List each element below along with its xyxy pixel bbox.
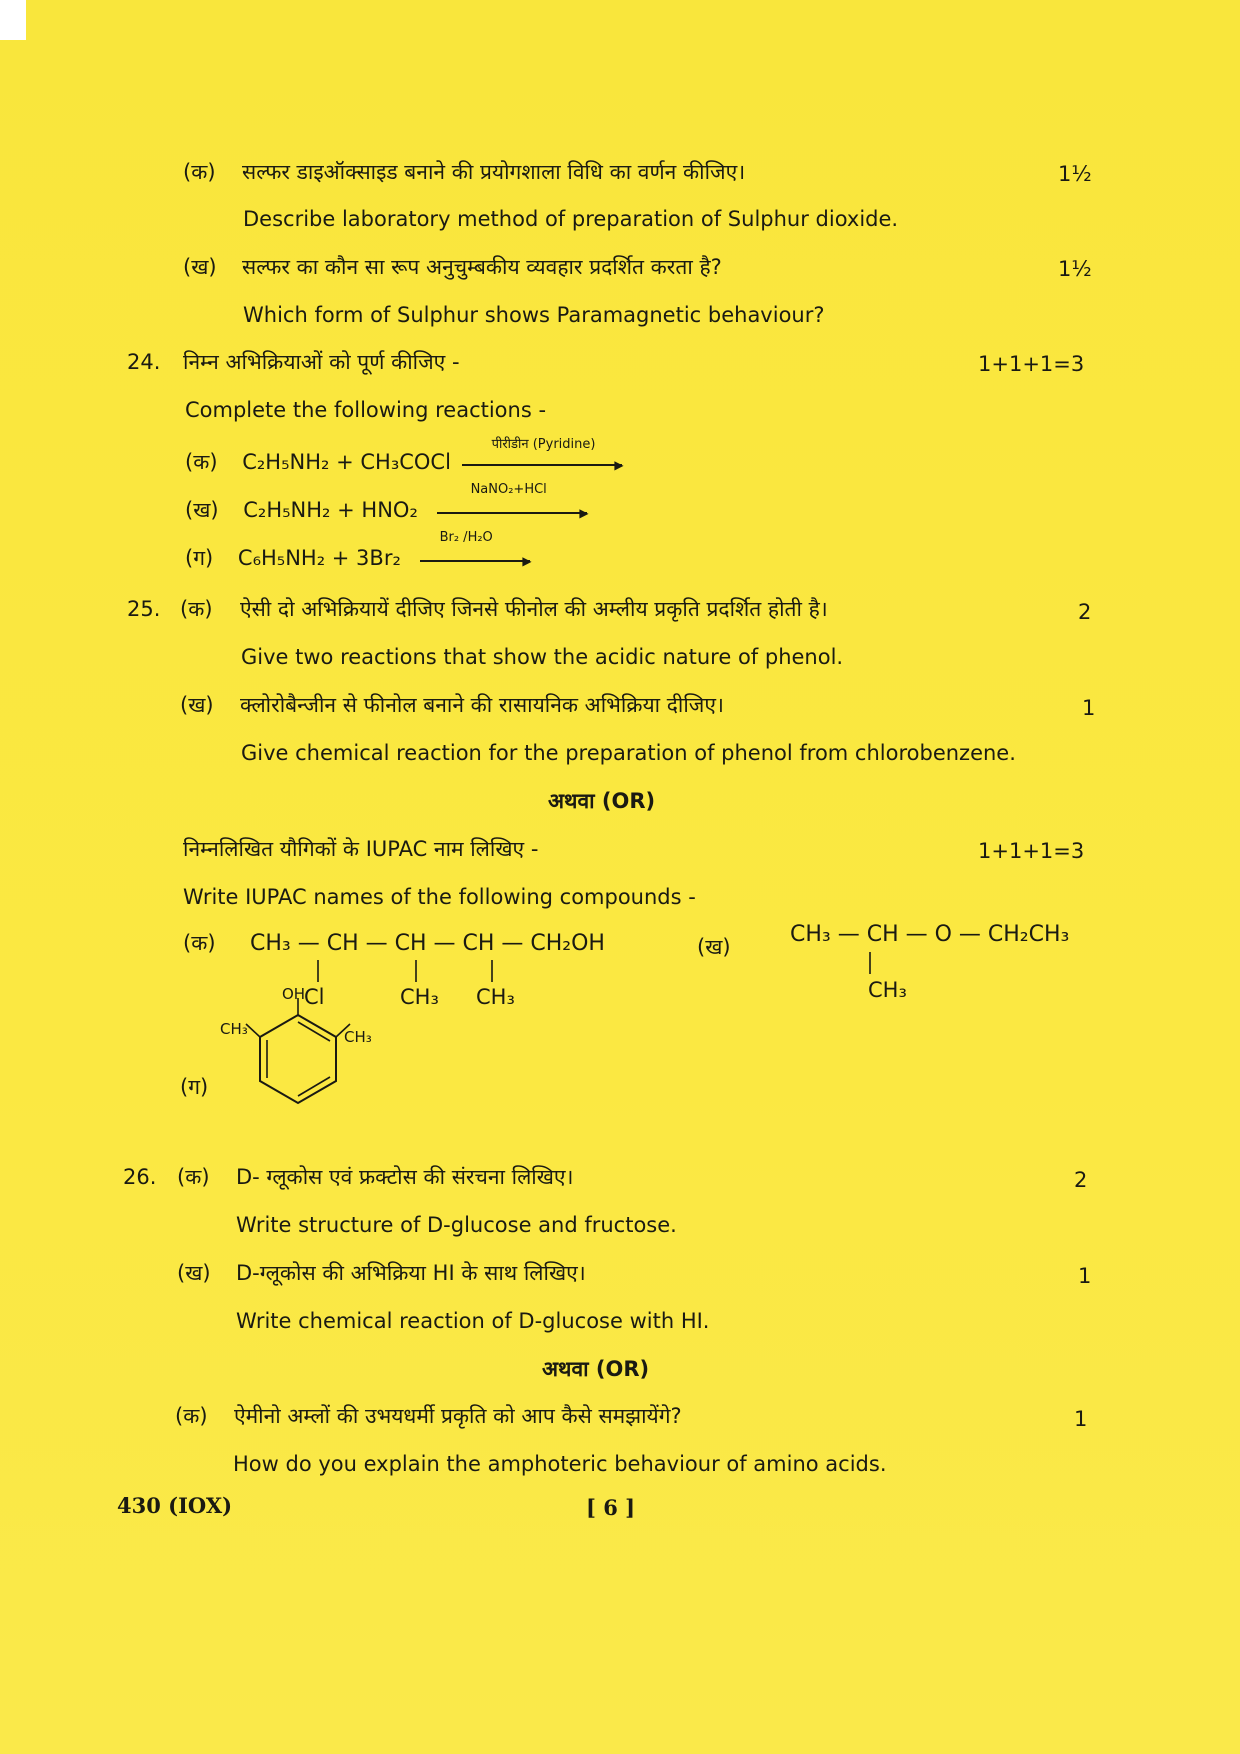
compound-1-substituent-methyl-2: CH₃ — [476, 985, 515, 1009]
q26-kha-marks: 1 — [1078, 1264, 1092, 1288]
q25-alt-marks: 1+1+1=3 — [978, 839, 1085, 863]
q25-or-heading: अथवा (OR) — [548, 789, 656, 813]
compound-1-substituent-methyl-1: CH₃ — [400, 985, 439, 1009]
q25-kha-hindi: क्लोरोबैन्जीन से फीनोल बनाने की रासायनिक अभिक्रिया दीजिए। — [240, 693, 724, 717]
arrowhead-icon: ▶ — [522, 554, 532, 568]
q24-reaction-2 — [185, 482, 589, 524]
q24-hindi: निम्न अभिक्रियाओं को पूर्ण कीजिए - — [183, 350, 460, 374]
q26-ka-english: Write structure of D-glucose and fructose. — [236, 1213, 677, 1237]
q25-kha-label: (ख) — [180, 693, 214, 717]
q23-kha-hindi: सल्फर का कौन सा रूप अनुचुम्बकीय व्यवहार प्रदर्शित करता है? — [242, 255, 722, 279]
compound-2-label: (ख) — [697, 935, 731, 959]
compound-2-bond — [860, 950, 880, 980]
reaction-reactants: C₂H₅NH₂ + CH₃COCl — [242, 450, 451, 474]
q24-marks: 1+1+1=3 — [978, 352, 1085, 376]
compound-3-label: (ग) — [180, 1075, 209, 1099]
q25-alt-english: Write IUPAC names of the following compounds - — [183, 885, 696, 909]
q24-reaction-3 — [185, 530, 532, 572]
compound-1-label: (क) — [183, 931, 216, 955]
reaction-label: (ख) — [185, 498, 219, 522]
q26-ka-marks: 2 — [1074, 1168, 1088, 1192]
phenol-methyl-right: CH₃ — [344, 1028, 372, 1046]
q23-kha-label: (ख) — [183, 255, 217, 279]
compound-2-chain: CH₃ — CH — O — CH₂CH₃ — [790, 922, 1070, 947]
paper-code: 430 (IOX) — [117, 1493, 233, 1518]
compound-1-chain: CH₃ — CH — CH — CH — CH₂OH — [250, 931, 605, 956]
q25-ka-hindi: ऐसी दो अभिक्रियायें दीजिए जिनसे फीनोल की अम्लीय प्रकृति प्रदर्शित होती है। — [240, 597, 828, 621]
q25-ka-english: Give two reactions that show the acidic nature of phenol. — [241, 645, 844, 669]
q26-number: 26. — [123, 1165, 157, 1189]
q25-kha-english: Give chemical reaction for the preparation of phenol from chlorobenzene. — [241, 741, 1016, 765]
q25-number: 25. — [127, 597, 161, 621]
q26-alt-hindi: ऐमीनो अम्लों की उभयधर्मी प्रकृति को आप कैसे समझायेंगे? — [234, 1404, 682, 1428]
q26-kha-label: (ख) — [177, 1261, 211, 1285]
q26-alt-english: How do you explain the amphoteric behaviour of amino acids. — [233, 1452, 887, 1476]
q23-ka-english: Describe laboratory method of preparation of Sulphur dioxide. — [243, 207, 899, 231]
q23-ka-label: (क) — [183, 160, 216, 184]
reaction-condition: NaNO₂+HCl — [470, 482, 547, 497]
q26-alt-marks: 1 — [1074, 1407, 1088, 1431]
q26-or-heading: अथवा (OR) — [542, 1357, 650, 1381]
q26-alt-label: (क) — [175, 1404, 208, 1428]
reaction-reactants: C₂H₅NH₂ + HNO₂ — [243, 498, 418, 522]
q26-ka-hindi: D- ग्लूकोस एवं फ्रक्टोस की संरचना लिखिए। — [236, 1165, 574, 1189]
reaction-arrow — [437, 482, 589, 522]
arrowhead-icon: ▶ — [614, 458, 624, 472]
reaction-arrow — [420, 530, 532, 570]
q26-kha-english: Write chemical reaction of D-glucose with HI. — [236, 1309, 710, 1333]
q25-ka-marks: 2 — [1078, 600, 1092, 624]
reaction-arrow — [462, 437, 624, 474]
page-number: [ 6 ] — [586, 1495, 636, 1520]
q25-kha-marks: 1 — [1082, 696, 1096, 720]
q23-kha-marks: 1½ — [1058, 257, 1092, 281]
reaction-label: (क) — [185, 450, 218, 474]
phenol-methyl-left: CH₃ — [220, 1020, 248, 1038]
q23-kha-english: Which form of Sulphur shows Paramagnetic behaviour? — [243, 303, 825, 327]
reaction-reactants: C₆H₅NH₂ + 3Br₂ — [237, 546, 401, 570]
phenol-oh-group: OH — [282, 985, 306, 1003]
scan-corner — [0, 0, 26, 40]
reaction-label: (ग) — [185, 546, 214, 570]
q24-number: 24. — [127, 350, 161, 374]
q25-ka-label: (क) — [180, 597, 213, 621]
reaction-condition: पीरीडीन (Pyridine) — [491, 437, 596, 452]
q24-reaction-1 — [185, 437, 624, 476]
reaction-condition: Br₂ /H₂O — [439, 530, 493, 545]
compound-2-substituent-methyl: CH₃ — [868, 978, 907, 1002]
q23-ka-hindi: सल्फर डाइऑक्साइड बनाने की प्रयोगशाला विधि का वर्णन कीजिए। — [242, 160, 746, 184]
q26-kha-hindi: D-ग्लूकोस की अभिक्रिया HI के साथ लिखिए। — [236, 1261, 586, 1285]
compound-1-substituent-cl: Cl — [304, 985, 325, 1009]
q23-ka-marks: 1½ — [1058, 162, 1092, 186]
arrowhead-icon: ▶ — [579, 506, 589, 520]
q25-alt-hindi: निम्नलिखित यौगिकों के IUPAC नाम लिखिए - — [183, 837, 539, 861]
q24-english: Complete the following reactions - — [185, 398, 547, 422]
q26-ka-label: (क) — [177, 1165, 210, 1189]
